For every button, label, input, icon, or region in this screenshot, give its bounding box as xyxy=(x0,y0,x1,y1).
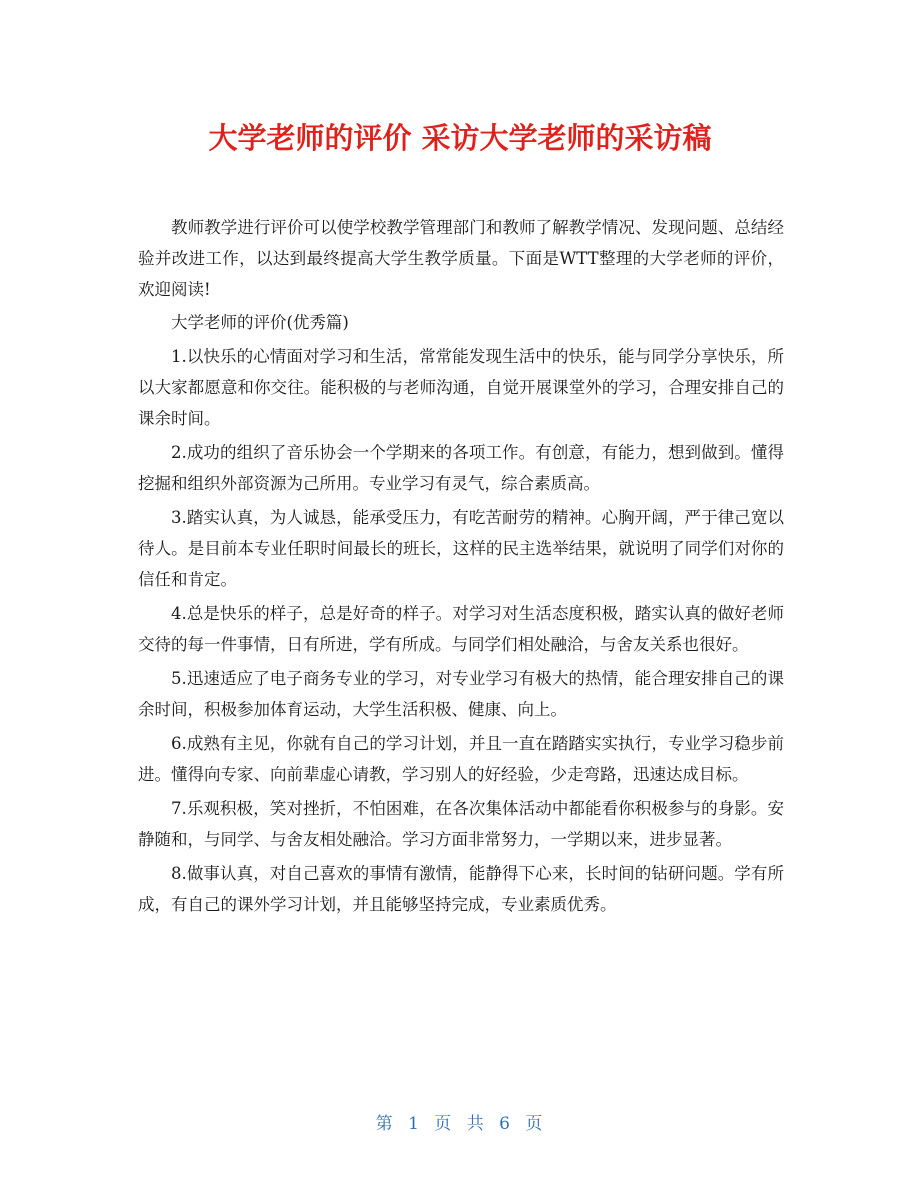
list-item: 4.总是快乐的样子，总是好奇的样子。对学习对生活态度积极，踏实认真的做好老师交待的每一件事情，日有所进，学有所成。与同学们相处融洽，与舍友关系也很好。 xyxy=(138,604,784,654)
list-item: 7.乐观积极，笑对挫折，不怕困难，在各次集体活动中都能看你积极参与的身影。安静随和，与同学、与舍友相处融洽。学习方面非常努力，一学期以来，进步显著。 xyxy=(138,799,784,849)
document-title: 大学老师的评价 采访大学老师的采访稿 xyxy=(208,121,712,155)
page-number-footer: 第 1 页 共 6 页 xyxy=(375,1114,545,1134)
intro-paragraph: 教师教学进行评价可以使学校教学管理部门和教师了解教学情况、发现问题、总结经验并改进工作，以达到最终提高大学生教学质量。下面是WTT整理的大学老师的评价，欢迎阅读! xyxy=(138,218,784,299)
list-item: 6.成熟有主见，你就有自己的学习计划，并且一直在踏踏实实执行，专业学习稳步前进。懂得向专家、向前辈虚心请教，学习别人的好经验，少走弯路，迅速达成目标。 xyxy=(138,734,784,784)
list-item: 5.迅速适应了电子商务专业的学习，对专业学习有极大的热情，能合理安排自己的课余时间，积极参加体育运动，大学生活积极、健康、向上。 xyxy=(138,669,784,719)
list-item: 2.成功的组织了音乐协会一个学期来的各项工作。有创意，有能力，想到做到。懂得挖掘和组织外部资源为己所用。专业学习有灵气，综合素质高。 xyxy=(138,443,784,493)
list-item: 8.做事认真，对自己喜欢的事情有激情，能静得下心来，长时间的钻研问题。学有所成，有自己的课外学习计划，并且能够坚持完成，专业素质优秀。 xyxy=(138,864,784,914)
list-item: 3.踏实认真，为人诚恳，能承受压力，有吃苦耐劳的精神。心胸开阔，严于律己宽以待人。是目前本专业任职时间最长的班长，这样的民主选举结果，就说明了同学们对你的信任和肯定。 xyxy=(138,508,784,589)
document-body xyxy=(138,212,784,923)
list-item: 1.以快乐的心情面对学习和生活，常常能发现生活中的快乐，能与同学分享快乐，所以大家都愿意和你交往。能积极的与老师沟通，自觉开展课堂外的学习，合理安排自己的课余时间。 xyxy=(138,347,784,428)
section-subheading: 大学老师的评价(优秀篇) xyxy=(171,313,349,332)
